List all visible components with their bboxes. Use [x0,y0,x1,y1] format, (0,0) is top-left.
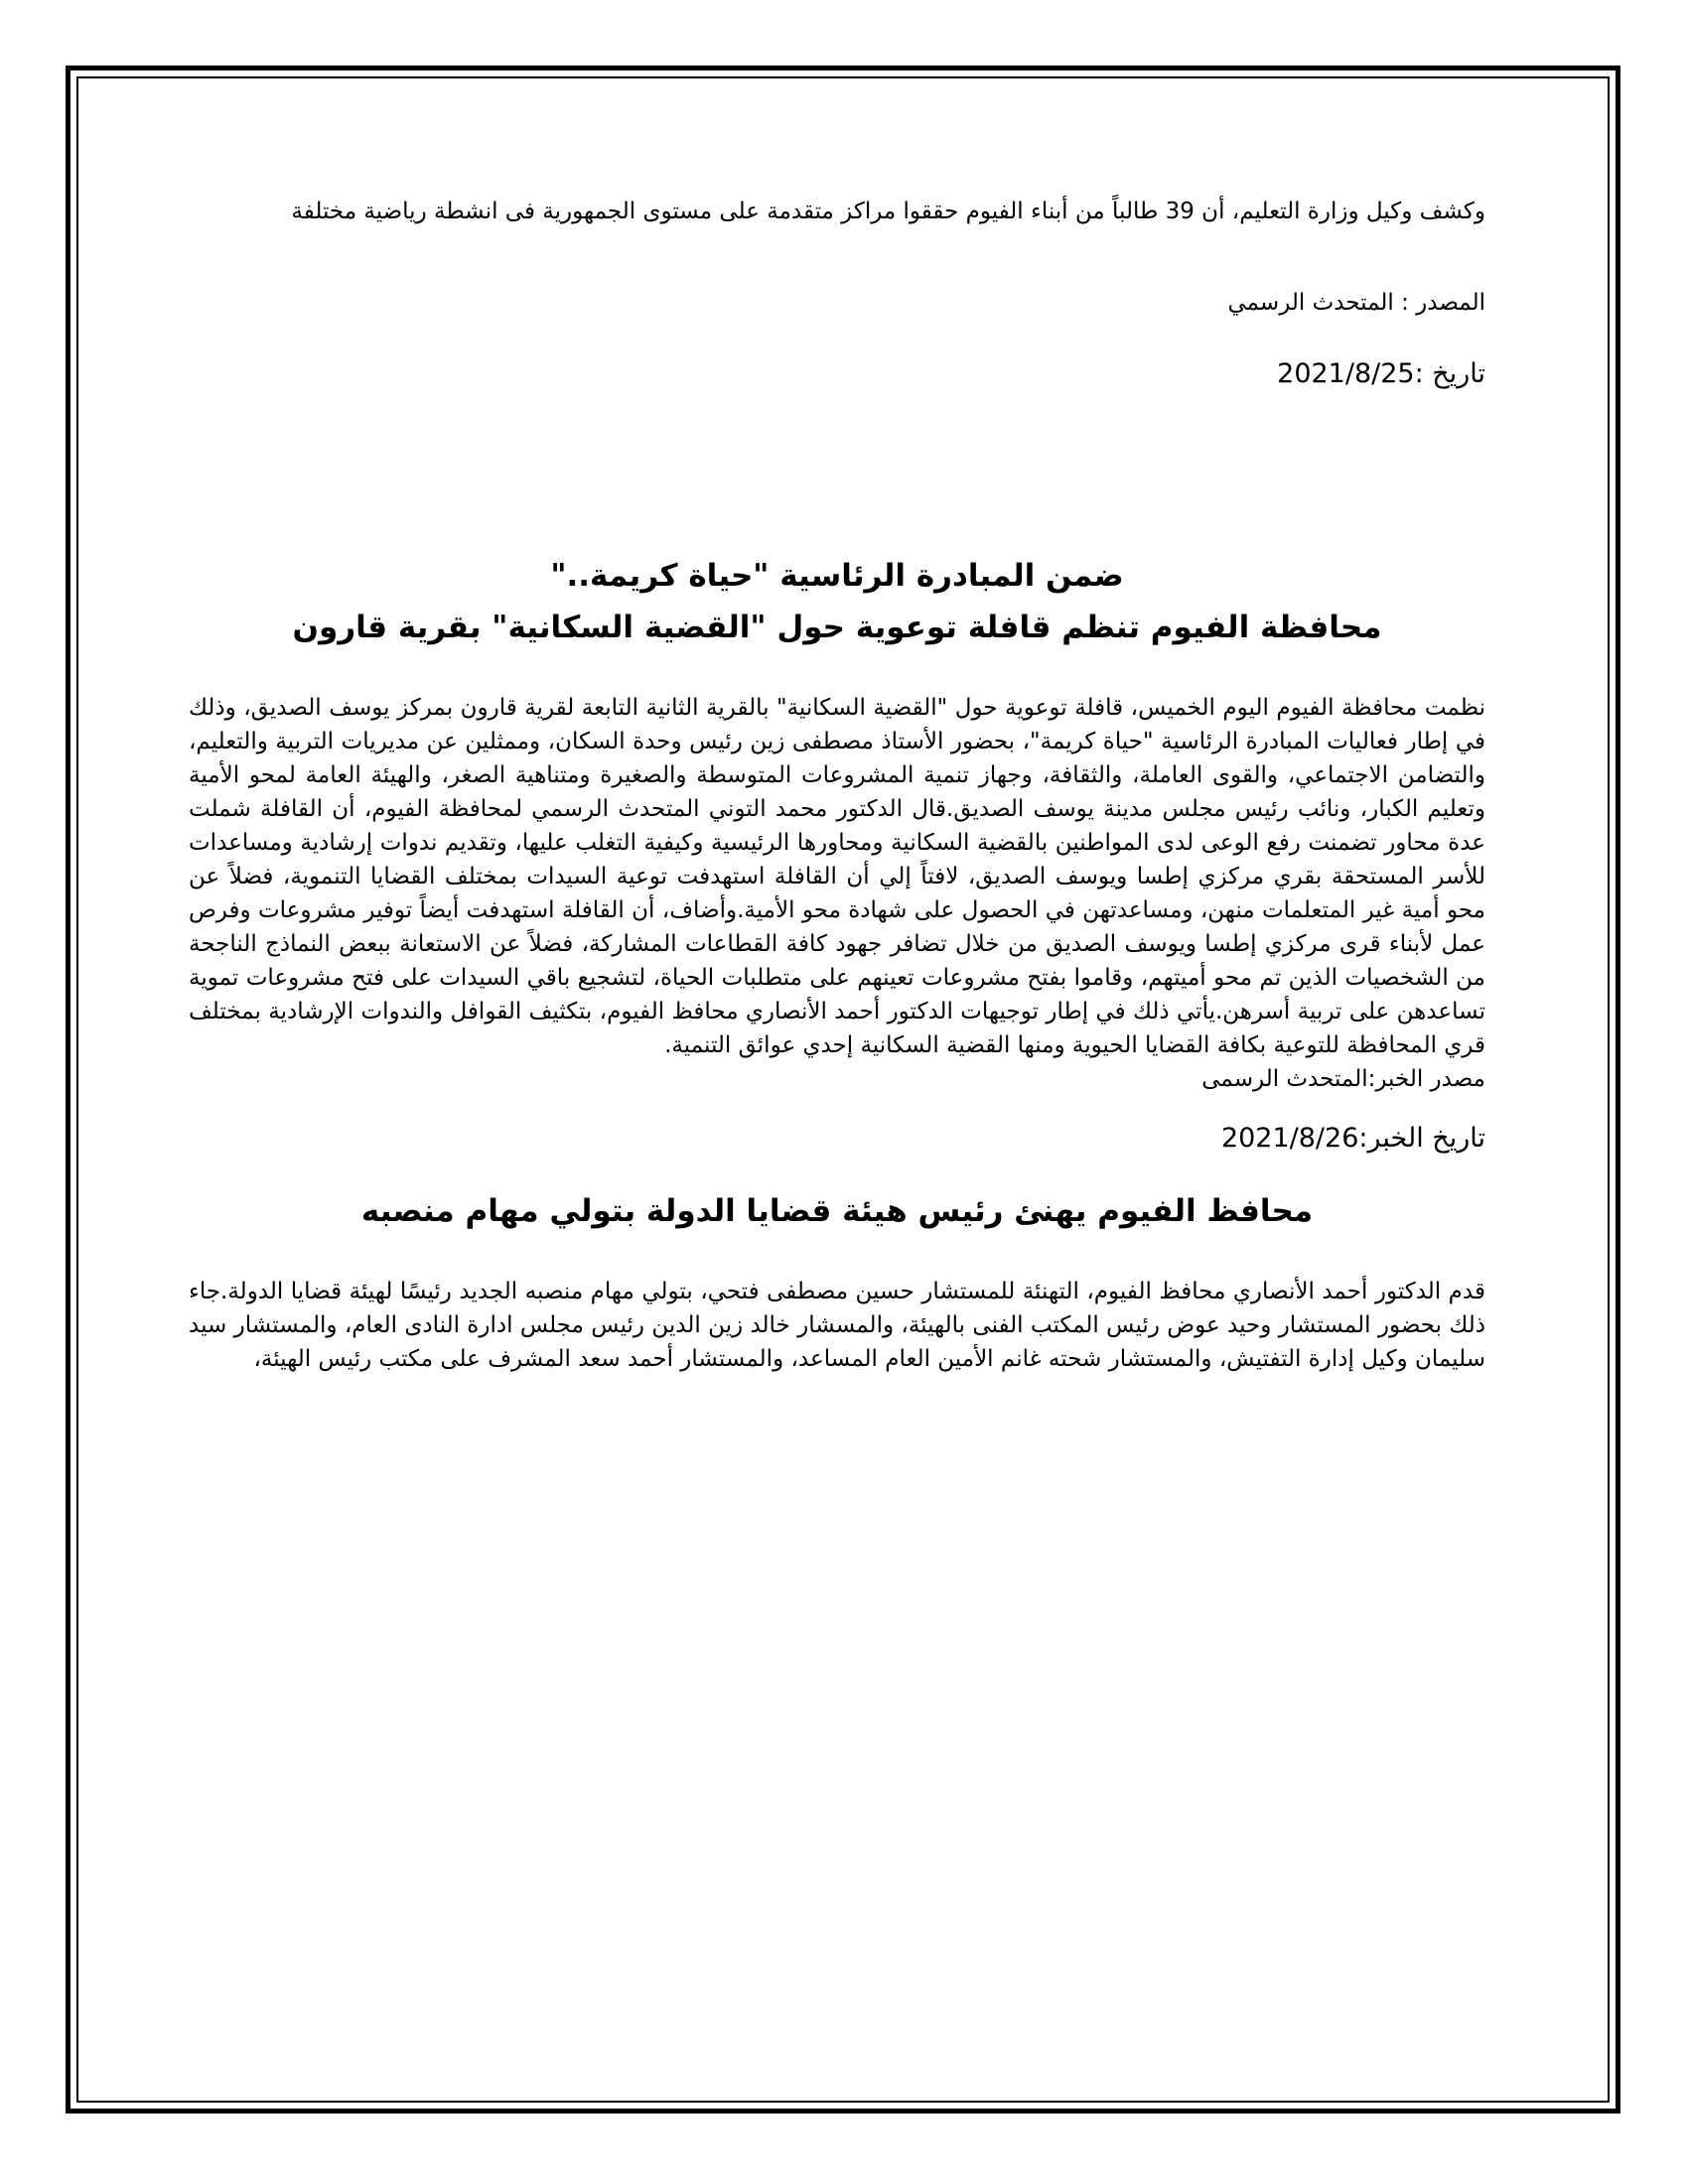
article-2-body: نظمت محافظة الفيوم اليوم الخميس، قافلة توعوية حول "القضية السكانية" بالقرية الثانية التابعة لقرية قارون بمركز يوسف الصديق، وذلك في إطار فعاليات المبادرة الرئاسية "حياة كريمة"، بحضور الأستاذ مصطفى زين رئيس وحدة السكان، وممثلين عن مديريات التربية والتعليم، والتضامن الاجتماعي، والقوى العاملة، والثقافة، وجهاز تنمية المشروعات المتوسطة والصغيرة ومتناهية الصغر، والهيئة العامة لمحو الأمية وتعليم الكبار، ونائب رئيس مجلس مدينة يوسف الصديق.قال الدكتور محمد التوني المتحدث الرسمي لمحافظة الفيوم، أن القافلة شملت عدة محاور تضمنت رفع الوعى لدى المواطنين بالقضية السكانية ومحاورها الرئيسية وكيفية التغلب عليها، وتقديم ندوات إرشادية ومساعدات للأسر المستحقة بقري مركزي إطسا ويوسف الصديق، لافتاً إلي أن القافلة استهدفت توعية السيدات بمختلف القضايا التنموية، فضلاً عن محو أمية غير المتعلمات منهن، ومساعدتهن في الحصول على شهادة محو الأمية.وأضاف، أن القافلة استهدفت أيضاً توفير مشروعات وفرص عمل لأبناء قرى مركزي إطسا ويوسف الصديق من خلال تضافر جهود كافة القطاعات المشاركة، فضلاً عن الاستعانة ببعض النماذج الناجحة من الشخصيات الذين تم محو أميتهم، وقاموا بفتح مشروعات تعينهم على متطلبات الحياة، لتشجيع باقي السيدات على فتح مشروعات تموية تساعدهن على تربية أسرهن.يأتي ذلك في إطار توجيهات الدكتور أحمد الأنصاري محافظ الفيوم، بتكثيف القوافل والندوات الإرشادية بمختلف قري المحافظة للتوعية بكافة القضايا الحيوية ومنها القضية السكانية إحدي عوائق التنمية. [189,695,1485,1058]
article-2-headline-line-1: ضمن المبادرة الرئاسية "حياة كريمة.." [550,558,1124,594]
article-2-date: تاريخ الخبر:2021/8/26 [1220,1123,1485,1154]
article-1 [189,195,1485,391]
article-2-headline-line-2: محافظة الفيوم تنظم قافلة توعوية حول "القضية السكانية" بقرية قارون [292,610,1382,645]
document-body [189,195,1485,1376]
article-3-headline: محافظ الفيوم يهنئ رئيس هيئة قضايا الدولة بتولي مهام منصبه [360,1193,1314,1229]
article-1-tail-paragraph: وكشف وكيل وزارة التعليم، أن 39 طالباً من أبناء الفيوم حققوا مراكز متقدمة على مستوى الجمهورية فى انشطة رياضية مختلفة [291,199,1485,224]
article-1-source: المصدر : المتحدث الرسمي [1227,290,1485,316]
article-3-body: قدم الدكتور أحمد الأنصاري محافظ الفيوم، التهنئة للمستشار حسين مصطفى فتحي، بتولي مهام منصبه الجديد رئيسًا لهيئة قضايا الدولة.جاء ذلك بحضور المستشار وحيد عوض رئيس المكتب الفنى بالهيئة، والمسشار خالد زين الدين رئيس مجلس ادارة النادى العام، والمستشار سيد سليمان وكيل إدارة التفتيش، والمستشار شحته غانم الأمين العام المساعد، والمستشار أحمد سعد المشرف على مكتب رئيس الهيئة، [189,1279,1485,1372]
article-2-source: مصدر الخبر:المتحدث الرسمى [1201,1066,1485,1092]
article-1-date: تاريخ :2021/8/25 [1277,358,1485,389]
article-2 [189,550,1485,1156]
article-3 [189,1185,1485,1376]
